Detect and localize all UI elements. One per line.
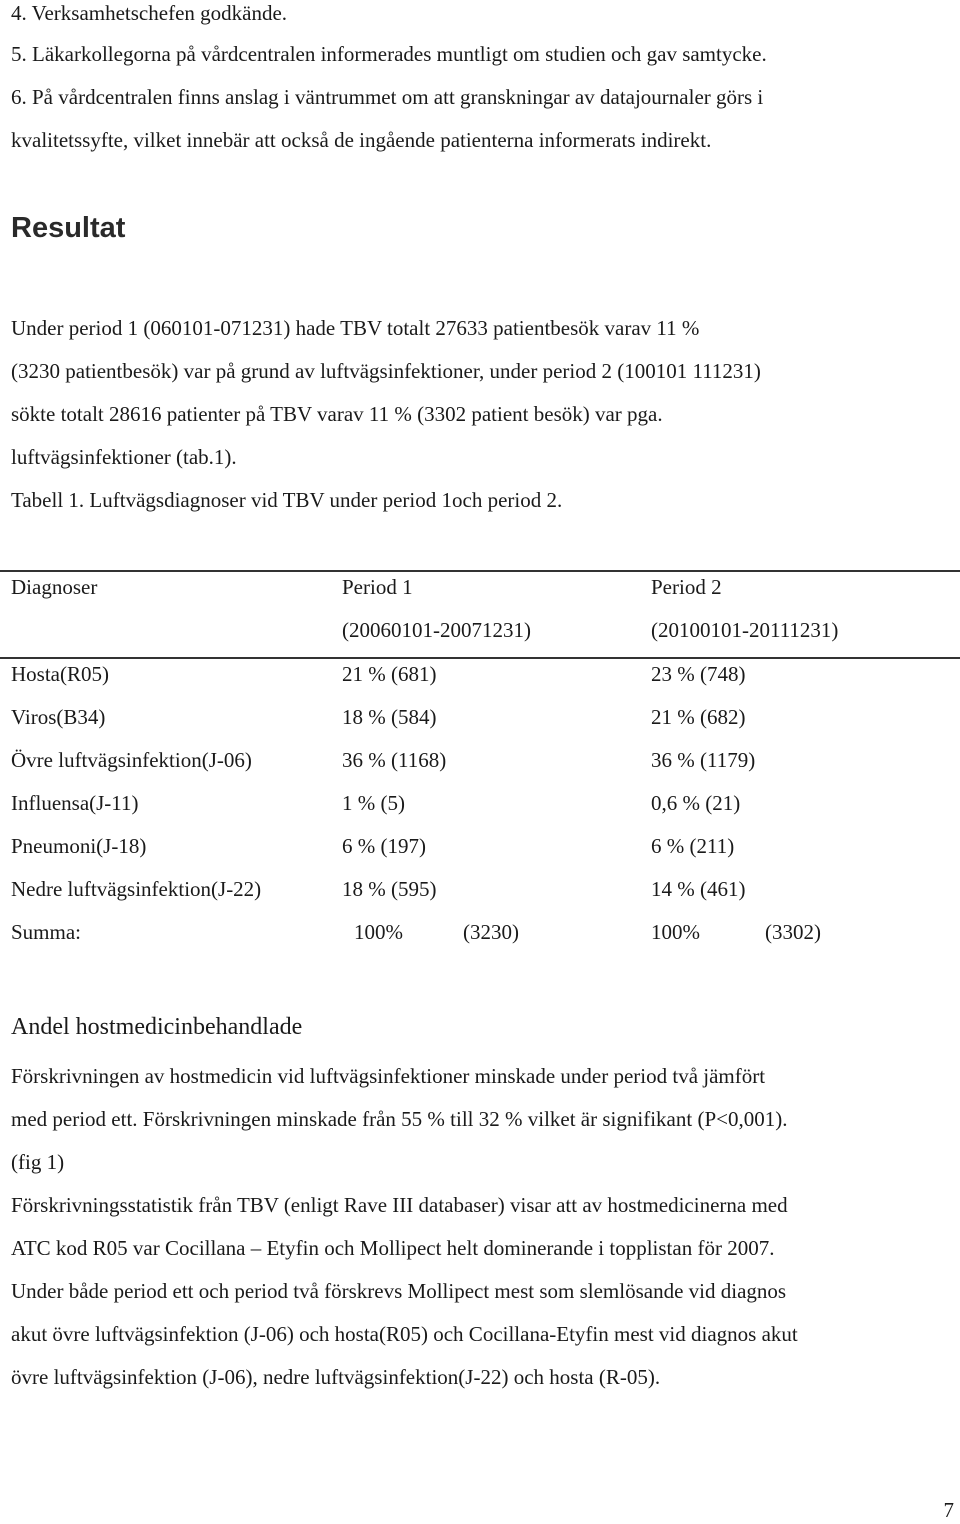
body-line: Förskrivningsstatistik från TBV (enligt Rave III databaser) visar att av hostmedicinerna med [11, 1193, 788, 1217]
table-cell-period1: 36 % (1168) [342, 748, 447, 772]
table-summary-p1-count: (3230) [463, 920, 519, 944]
table-cell-period2: 21 % (682) [651, 705, 746, 729]
table-cell-period1: 1 % (5) [342, 791, 405, 815]
body-line: Under både period ett och period två förskrevs Mollipect mest som slemlösande vid diagnos [11, 1279, 787, 1303]
result-line: luftvägsinfektioner (tab.1). [11, 445, 237, 469]
table-cell-period1: 21 % (681) [342, 662, 437, 686]
table-summary-p2-count: (3302) [765, 920, 821, 944]
table-cell-diagnosis: Pneumoni(J-18) [11, 834, 147, 858]
table-caption: Tabell 1. Luftvägsdiagnoser vid TBV under period 1och period 2. [11, 488, 563, 512]
result-line: Under period 1 (060101-071231) hade TBV totalt 27633 patientbesök varav 11 % [11, 316, 700, 340]
body-line: (fig 1) [11, 1150, 65, 1174]
table-cell-period1: 18 % (595) [342, 877, 437, 901]
table-cell-period2: 14 % (461) [651, 877, 746, 901]
table-cell-period2: 6 % (211) [651, 834, 735, 858]
table-top-rule [0, 570, 960, 572]
body-line: ATC kod R05 var Cocillana – Etyfin och Mollipect helt dominerande i topplistan för 2007. [11, 1236, 775, 1260]
list-item-4: 4. Verksamhetschefen godkände. [11, 1, 288, 25]
body-line: med period ett. Förskrivningen minskade från 55 % till 32 % vilket är signifikant (P<0,001). [11, 1107, 788, 1131]
body-line: övre luftvägsinfektion (J-06), nedre luftvägsinfektion(J-22) och hosta (R-05). [11, 1365, 661, 1389]
page-number: 7 [943, 1498, 954, 1522]
table-cell-period2: 23 % (748) [651, 662, 746, 686]
table-cell-diagnosis: Övre luftvägsinfektion(J-06) [11, 748, 252, 772]
table-cell-period1: 18 % (584) [342, 705, 437, 729]
table-cell-period2: 0,6 % (21) [651, 791, 741, 815]
result-line: (3230 patientbesök) var på grund av luftvägsinfektioner, under period 2 (100101 111231) [11, 359, 761, 383]
table-cell-period2: 36 % (1179) [651, 748, 756, 772]
list-item-6: 6. På vårdcentralen finns anslag i väntrummet om att granskningar av datajournaler görs i [11, 85, 764, 109]
body-line: akut övre luftvägsinfektion (J-06) och hosta(R05) och Cocillana-Etyfin mest vid diagnos akut [11, 1322, 798, 1346]
table-summary-p1-pct: 100% [354, 920, 403, 944]
table-header-period2: Period 2 [651, 575, 722, 599]
table-cell-diagnosis: Influensa(J-11) [11, 791, 139, 815]
table-cell-period1: 6 % (197) [342, 834, 426, 858]
table-header-period1: Period 1 [342, 575, 413, 599]
table-header-period2-dates: (20100101-20111231) [651, 618, 839, 642]
table-summary-label: Summa: [11, 920, 82, 944]
table-cell-diagnosis: Nedre luftvägsinfektion(J-22) [11, 877, 262, 901]
section-heading-resultat: Resultat [11, 212, 126, 244]
section-title-hostmedicin: Andel hostmedicinbehandlade [11, 1014, 303, 1040]
table-header-diagnoser: Diagnoser [11, 575, 98, 599]
list-item-5: 5. Läkarkollegorna på vårdcentralen informerades muntligt om studien och gav samtycke. [11, 42, 767, 66]
table-cell-diagnosis: Viros(B34) [11, 705, 106, 729]
body-line: Förskrivningen av hostmedicin vid luftvägsinfektioner minskade under period två jämfört [11, 1064, 766, 1088]
table-cell-diagnosis: Hosta(R05) [11, 662, 109, 686]
list-item-6-continuation: kvalitetssyfte, vilket innebär att också de ingående patienterna informerats indirekt. [11, 128, 712, 152]
result-line: sökte totalt 28616 patienter på TBV varav 11 % (3302 patient besök) var pga. [11, 402, 663, 426]
table-header-rule [0, 657, 960, 659]
table-summary-p2-pct: 100% [651, 920, 700, 944]
table-header-period1-dates: (20060101-20071231) [342, 618, 531, 642]
